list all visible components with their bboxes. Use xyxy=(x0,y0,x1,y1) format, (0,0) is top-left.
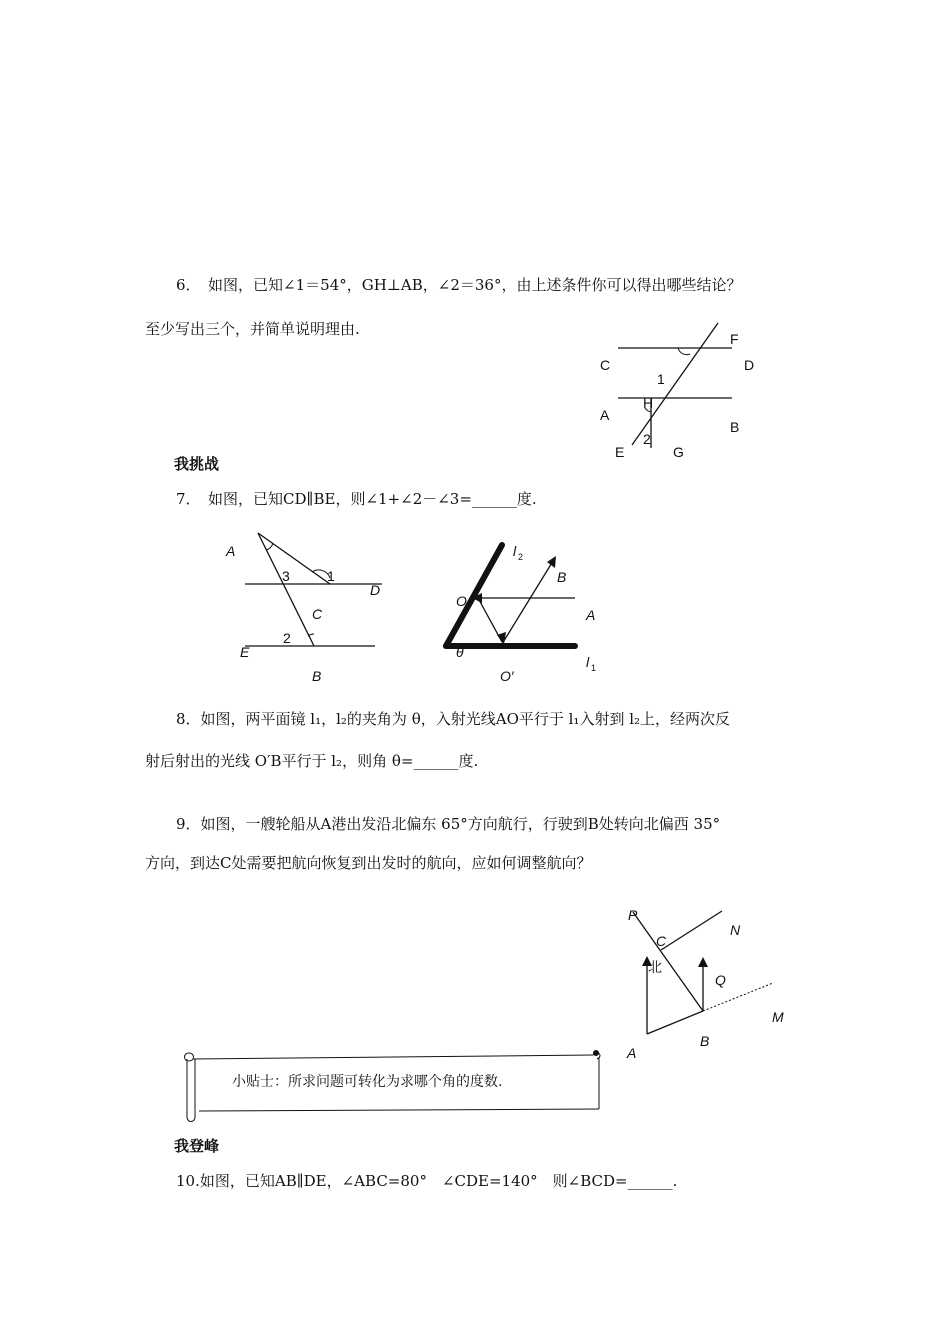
q8-line2: 射后射出的光线 O′B平行于 l₂，则角 θ=______度. xyxy=(145,752,479,770)
label-2: 2 xyxy=(283,630,291,646)
mirror-l2 xyxy=(446,545,502,646)
label-b: B xyxy=(730,419,740,435)
label-e: E xyxy=(615,444,625,460)
label-b: B xyxy=(557,569,567,585)
label-n: N xyxy=(730,922,741,938)
label-c: C xyxy=(656,933,667,949)
tip-text: 小贴士：所求问题可转化为求哪个角的度数. xyxy=(232,1074,503,1090)
q10-line1: 10.如图，已知AB∥DE，∠ABC=80° ∠CDE=140° 则∠BCD=______. xyxy=(176,1172,678,1190)
angle-1-arc xyxy=(678,348,690,355)
label-l2: l xyxy=(513,543,517,559)
label-l1-sub: 1 xyxy=(591,663,597,673)
label-a: A xyxy=(226,543,236,559)
q8-line1: 8．如图，两平面镜 l₁，l₂的夹角为 θ，入射光线AO平行于 l₁入射到 l₂上，经两次反 xyxy=(176,710,731,728)
label-o: O xyxy=(456,593,467,609)
label-g: G xyxy=(673,444,684,460)
angle-a-arc xyxy=(266,543,273,550)
label-north: 北 xyxy=(648,959,662,975)
q7-figure xyxy=(220,530,400,690)
label-l2-sub: 2 xyxy=(518,552,524,562)
label-d: D xyxy=(370,582,381,598)
label-3: 3 xyxy=(282,568,290,584)
line-ab xyxy=(647,1011,703,1034)
q9-line1: 9．如图，一艘轮船从A港出发沿北偏东 65°方向航行，行驶到B处转向北偏西 35° xyxy=(176,815,721,833)
label-c: C xyxy=(600,357,611,373)
q9-figure xyxy=(620,900,800,1070)
label-b: B xyxy=(312,668,322,684)
label-l1: l xyxy=(586,654,590,670)
label-m: M xyxy=(772,1009,784,1025)
arrow-north-b xyxy=(698,957,708,967)
q6-figure xyxy=(590,320,770,470)
label-a: A xyxy=(627,1045,637,1061)
line-ad xyxy=(258,533,330,584)
label-b: B xyxy=(700,1033,710,1049)
label-h: H xyxy=(643,395,654,411)
line-cn xyxy=(661,911,722,950)
label-d: D xyxy=(744,357,755,373)
section-peak: 我登峰 xyxy=(174,1137,220,1155)
label-theta: θ xyxy=(456,644,464,660)
label-a: A xyxy=(600,407,610,423)
label-c: C xyxy=(312,606,323,622)
line-pb xyxy=(633,912,703,1011)
arrow-ob xyxy=(547,556,556,568)
label-1: 1 xyxy=(657,371,665,387)
label-1: 1 xyxy=(327,568,335,584)
q9-line2: 方向，到达C处需要把航向恢复到出发时的航向，应如何调整航向？ xyxy=(145,854,592,872)
label-a: A xyxy=(586,607,596,623)
label-e: E xyxy=(240,644,250,660)
label-2: 2 xyxy=(643,431,651,447)
label-o-prime: O′ xyxy=(500,668,514,684)
line-bm xyxy=(703,983,773,1011)
q7-line1: 7． 如图，已知CD∥BE，则∠1+∠2－∠3=______度. xyxy=(176,490,537,508)
label-p: P xyxy=(628,907,638,923)
label-q: Q xyxy=(715,972,726,988)
q6-line1: 6． 如图，已知∠1＝54°，GH⊥AB，∠2＝36°，由上述条件你可以得出哪些结论？ xyxy=(176,276,742,294)
q8-figure xyxy=(440,540,610,685)
section-challenge: 我挑战 xyxy=(174,455,220,473)
ray-ob xyxy=(502,561,553,644)
label-f: F xyxy=(730,331,739,347)
q6-line2: 至少写出三个，并简单说明理由. xyxy=(145,320,360,338)
line-ef xyxy=(632,323,718,445)
